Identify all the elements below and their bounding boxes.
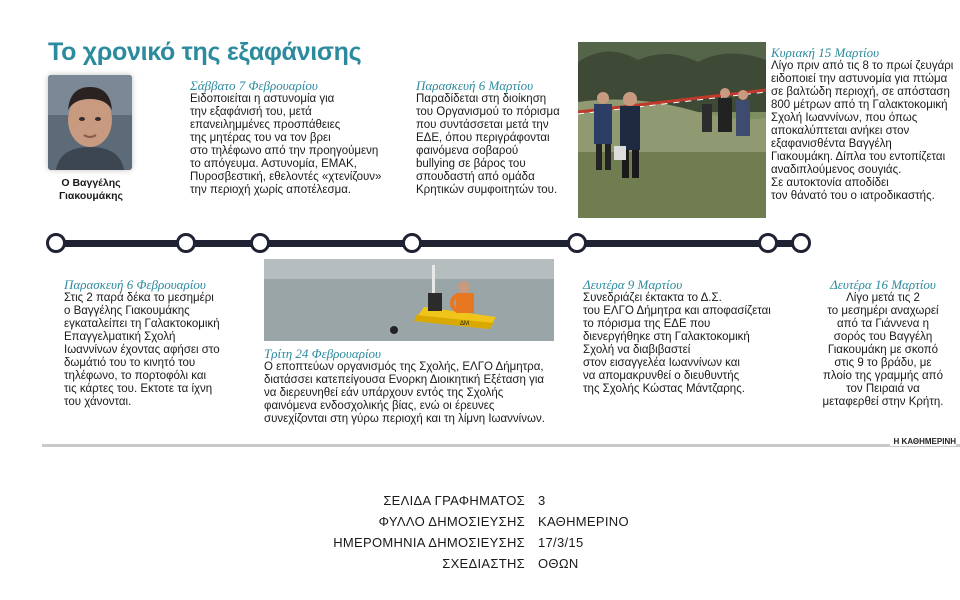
metadata-label: ΗΜΕΡΟΜΗΝΙΑ ΔΗΜΟΣΙΕΥΣΗΣ <box>333 535 525 550</box>
timeline-marker <box>176 233 196 253</box>
entry-date: Τρίτη 24 Φεβρουαρίου <box>264 346 382 361</box>
timeline-entry <box>190 79 400 197</box>
entry-text: Συνεδριάζει έκτακτα το Δ.Σ. του ΕΛΓΟ Δήμητρα και αποφασίζεται το πόρισμα της ΕΔΕ που διενεργήθηκε στη Γαλακτοκομική Σχολή να διαβιβαστεί στον εισαγγελέα Ιωαννίνων και να απομακρυνθεί ο διευθυντής της Σχολής Κώστας Μάντζαρης. <box>583 292 771 395</box>
timeline-entry <box>810 278 956 409</box>
entry-text: Λίγο μετά τις 2 το μεσημέρι αναχωρεί από τα Γιάννενα η σορός του Βαγγέλη Γιακουμάκη με σκοπό στις 9 το βράδυ, με πλοίο της γραμμής από τον Πειραιά να μεταφερθεί στην Κρήτη. <box>822 292 944 408</box>
timeline-marker <box>46 233 66 253</box>
timeline-marker <box>250 233 270 253</box>
metadata-label: ΣΕΛΙΔΑ ΓΡΑΦΗΜΑΤΟΣ <box>383 493 525 508</box>
entry-date: Δευτέρα 9 Μαρτίου <box>583 277 683 292</box>
entry-text: Παραδίδεται στη διοίκηση του Οργανισμού το πόρισμα που συντάσσεται μετά την ΕΔΕ, όπου περιγράφονται φαινόμενα σοβαρού bullying σε βάρος του σπουδαστή από ομάδα Κρητικών συμφοιτητών του. <box>416 93 560 196</box>
entry-date: Κυριακή 15 Μαρτίου <box>771 45 880 60</box>
timeline-axis <box>55 240 805 247</box>
timeline-entry <box>771 46 957 203</box>
entry-text: Λίγο πριν από τις 8 το πρωί ζευγάρι ειδοποιεί την αστυνομία για πτώμα σε βαλτώδη περιοχή, σε απόσταση 800 μέτρων από τη Γαλακτοκομική Σχολή Ιωαννίνων, που όπως αποκαλύπτεται ανήκει στον εξαφανισθέντα Βαγγέλη Γιακουμάκη. Δίπλα του εντοπίζεται αναδιπλούμενος σουγιάς. Σε αυτοκτονία αποδίδει τον θάνατό του ο ιατροδικαστής. <box>771 60 954 202</box>
entry-date: Παρασκευή 6 Φεβρουαρίου <box>64 277 206 292</box>
metadata-value: ΚΑΘΗΜΕΡΙΝΟ <box>538 514 629 529</box>
metadata-label: ΦΥΛΛΟ ΔΗΜΟΣΙΕΥΣΗΣ <box>378 514 525 529</box>
timeline-entry <box>64 278 254 409</box>
timeline-marker <box>791 233 811 253</box>
entry-date: Παρασκευή 6 Μαρτίου <box>416 78 534 93</box>
infographic-title: Το χρονικό της εξαφάνισης <box>48 38 362 66</box>
svg-text:ΔΜ: ΔΜ <box>460 321 470 327</box>
search-scene-photo <box>578 42 766 218</box>
timeline-entry <box>583 278 783 396</box>
entry-text: Στις 2 παρά δέκα το μεσημέρι ο Βαγγέλης Γιακουμάκης εγκαταλείπει τη Γαλακτοκομική Επαγγελματική Σχολή Ιωαννίνων έχοντας αφήσει στο δωμάτιό του το κινητό του τηλέφωνο, το πορτοφόλι και τις κάρτες του. Εκτοτε τα ίχνη του χάνονται. <box>64 292 220 408</box>
entry-date: Σάββατο 7 Φεβρουαρίου <box>190 78 318 93</box>
timeline-marker <box>402 233 422 253</box>
portrait-photo <box>48 75 132 170</box>
timeline-entry <box>416 79 576 197</box>
timeline-entry <box>264 347 564 426</box>
entry-text: Ειδοποιείται η αστυνομία για την εξαφάνισή του, μετά επανειλημμένες προσπάθειες της μητέρας του να τον βρει στο τηλέφωνο από την προηγούμενη το απόγευμα. Αστυνομία, ΕΜΑΚ, Πυροσβεστική, εθελοντές «χτενίζουν» την περιοχή χωρίς αποτέλεσμα. <box>190 93 382 196</box>
bottom-rule <box>42 444 960 447</box>
metadata-value: 17/3/15 <box>538 535 584 550</box>
metadata-value: ΟΘΩΝ <box>538 556 579 571</box>
timeline-marker <box>758 233 778 253</box>
portrait-caption: Ο Βαγγέλης Γιακουμάκης <box>59 177 123 202</box>
entry-text: Ο εποπτεύων οργανισμός της Σχολής, ΕΛΓΟ Δήμητρα, διατάσσει κατεπείγουσα Ενορκη Διοικητική Εξέταση για να διερευνηθεί εάν υπάρχουν εντός της Σχολής φαινόμενα ενδοσχολικής βίας, ενώ οι έρευνες συνεχίζονται στη γύρω περιοχή και τη λίμνη Ιωαννίνων. <box>264 361 545 425</box>
entry-date: Δευτέρα 16 Μαρτίου <box>830 277 936 292</box>
timeline-marker <box>567 233 587 253</box>
publisher-credit: Η ΚΑΘΗΜΕΡΙΝΗ <box>890 437 956 446</box>
metadata-label: ΣΧΕΔΙΑΣΤΗΣ <box>442 556 525 571</box>
metadata-value: 3 <box>538 493 546 508</box>
lake-boat-photo <box>264 259 554 341</box>
